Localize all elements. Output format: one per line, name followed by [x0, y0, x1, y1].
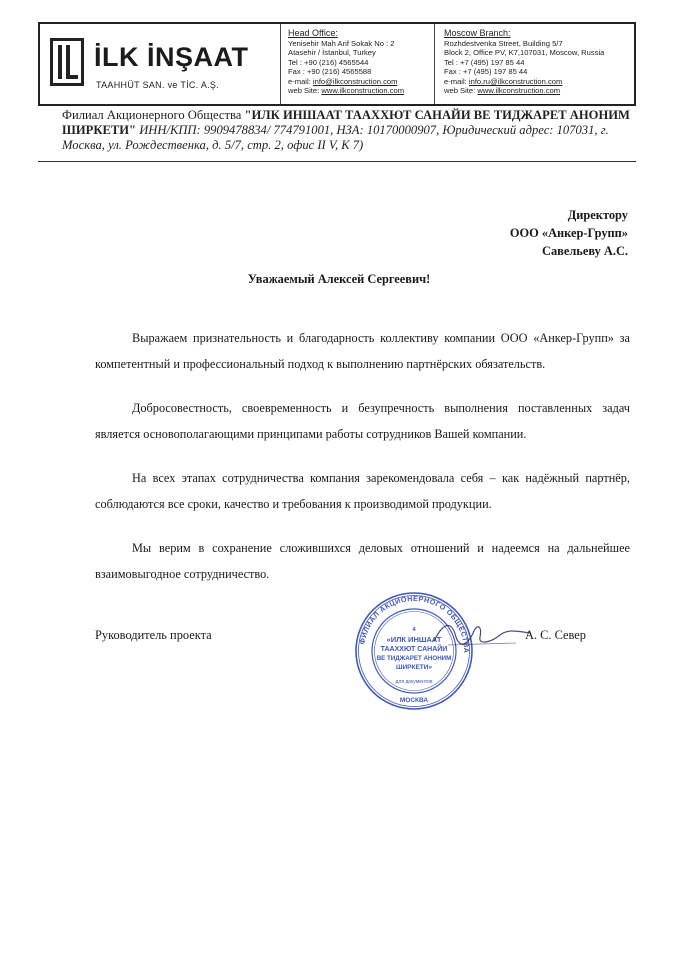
salutation: Уважаемый Алексей Сергеевич! [247, 272, 431, 286]
head-office-tel: Tel : +90 (216) 4565544 [288, 57, 369, 67]
stamp-docs-text: для документов [395, 679, 433, 685]
stamp-center-line1: «ИЛК ИНШААТ [386, 635, 442, 644]
moscow-branch-web-label: web Site: [444, 86, 478, 96]
head-office-email-link[interactable]: info@ilkconstruction.com [312, 76, 398, 86]
head-office-email-label: e-mail: [288, 76, 313, 86]
addressee-name: Савельеву А.С. [542, 244, 628, 258]
signer-role: Руководитель проекта [95, 628, 212, 642]
moscow-branch-email-link[interactable]: info.ru@ilkconstruction.com [468, 76, 563, 86]
stamp-number: 4 [412, 627, 416, 633]
letterhead-divider [434, 24, 435, 104]
moscow-branch-tel: Tel : +7 (495) 197 85 44 [444, 57, 525, 67]
body-paragraph: На всех этапах сотрудничества компания зарекомендовала себя – как надёжный партнёр, соблюдаются все сроки, качество и требования к производимой продукции. [95, 471, 630, 511]
letter-body [95, 325, 630, 605]
head-office-web-label: web Site: [288, 86, 322, 96]
body-paragraph: Выражаем признательность и благодарность коллективу компании ООО «Анкер-Групп» за компетентный и профессиональный подход к выполнению партнёрских обязательств. [95, 331, 630, 371]
stamp-center-line3: ВЕ ТИДЖАРЕТ АНОНИМ [376, 655, 452, 662]
head-office-web-link[interactable]: www.ilkconstruction.com [321, 86, 405, 96]
head-office-address-line2: Atasehir / İstanbul, Turkey [288, 48, 376, 58]
company-logo-icon [50, 38, 84, 86]
logo-company-subtitle: TAAHHÜT SAN. ve TİC. A.Ş. [96, 80, 220, 90]
moscow-branch-email-row [444, 77, 604, 86]
branch-legal-info [62, 108, 636, 153]
head-office-block [288, 28, 404, 95]
stamp-center-line4: ШИРКЕТИ» [395, 664, 433, 671]
body-paragraph: Мы верим в сохранение сложившихся деловых отношений и надеемся на дальнейшее взаимовыгодное сотрудничество. [95, 541, 630, 581]
moscow-branch-web-link[interactable]: www.ilkconstruction.com [477, 86, 561, 96]
letterhead-divider [280, 24, 281, 104]
header-rule [38, 161, 636, 162]
head-office-web-row [288, 86, 404, 95]
addressee-block [510, 206, 628, 260]
body-paragraph: Добросовестность, своевременность и безупречность выполнения поставленных задач является основополагающими принципами работы сотрудников Вашей компании. [95, 401, 630, 441]
stamp-ring-text: ФИЛИАЛ АКЦИОНЕРНОГО ОБЩЕСТВА [357, 593, 472, 654]
branch-info-details: ИНН/КПП: 9909478834/ 774791001, НЗА: 10170000907, Юридический адрес: 107031, г. Москва, ул. Рождественка, д. 5/7, стр. 2, офис II V, К 7) [62, 123, 609, 152]
stamp-bottom-text: МОСКВА [399, 697, 429, 704]
addressee-company: ООО «Анкер-Групп» [509, 226, 628, 240]
handwritten-signature-icon [430, 615, 535, 655]
moscow-branch-address-line1: Rozhdestvenka Street, Building 5/7 [444, 39, 563, 48]
head-office-fax: Fax : +90 (216) 4565588 [288, 67, 372, 77]
head-office-address-line1: Yenisehir Mah Arif Sokak No : 2 [288, 39, 395, 48]
branch-company-name: "ИЛК ИНШААТ ТААХХЮТ САНАЙИ ВЕ ТИДЖАРЕТ АНОНИМ ШИРКЕТИ" [62, 108, 630, 137]
logo-company-name: İLK İNŞAAT [94, 42, 249, 72]
moscow-branch-block [444, 28, 604, 95]
branch-info-prefix: Филиал Акционерного Общества [62, 108, 245, 122]
moscow-branch-address-line2: Block 2, Office PV, K7,107031, Moscow, Russia [444, 48, 605, 58]
moscow-branch-fax: Fax : +7 (495) 197 85 44 [444, 67, 528, 77]
moscow-branch-email-label: e-mail: [444, 76, 469, 86]
signer-name: А. С. Север [525, 628, 586, 642]
stamp-center-line2: ТААХХЮТ САНАЙИ [380, 646, 448, 653]
addressee-position: Директору [567, 208, 628, 222]
letterhead [38, 22, 636, 106]
moscow-branch-web-row [444, 86, 604, 95]
moscow-branch-title: Moscow Branch: [444, 28, 511, 38]
head-office-title: Head Office: [288, 28, 338, 38]
head-office-email-row [288, 77, 404, 86]
